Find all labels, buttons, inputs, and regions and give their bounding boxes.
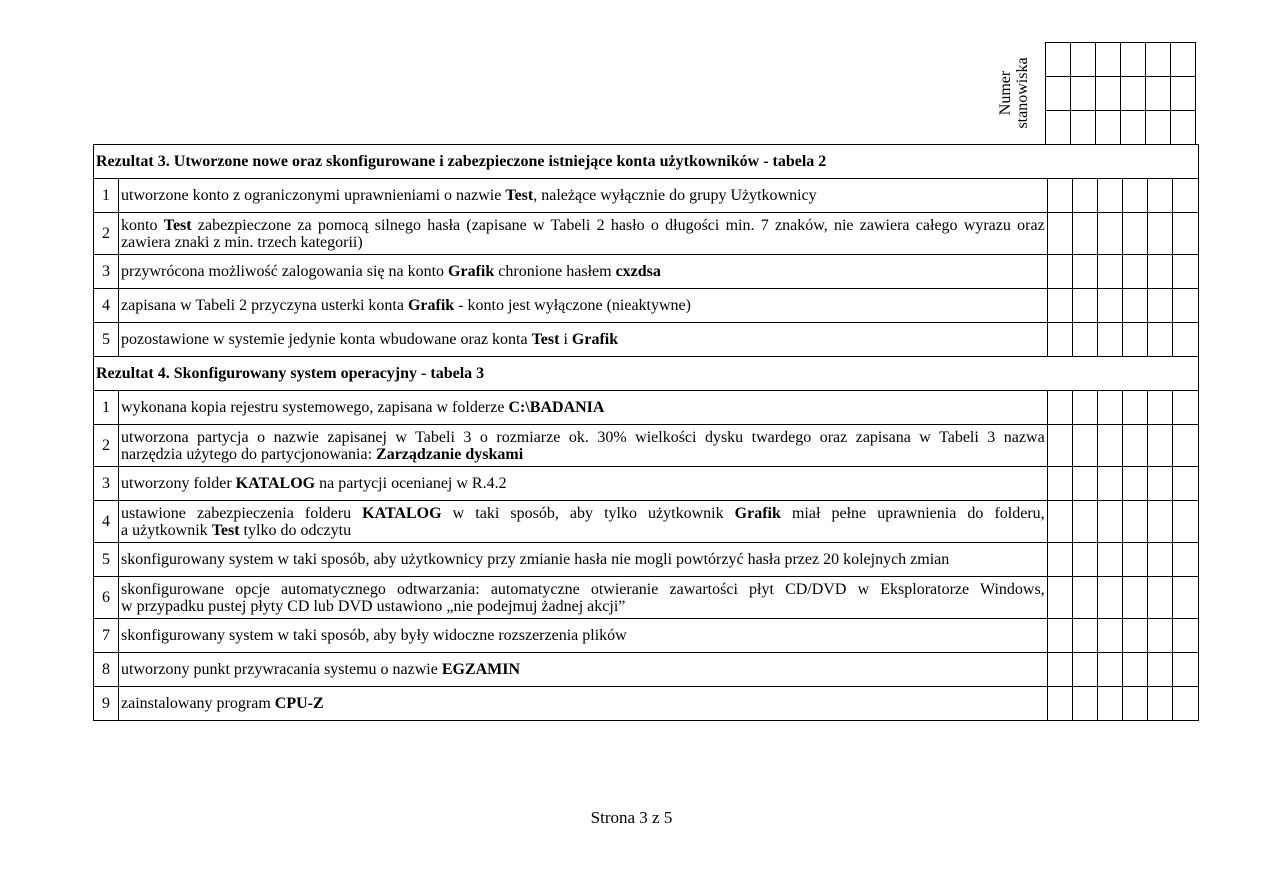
criterion-text: miał pełne uprawnienia do folderu, [780, 504, 1045, 522]
score-box[interactable] [1172, 425, 1198, 467]
criterion-text: ustawione zabezpieczenia folderu [121, 504, 363, 522]
criterion-emphasis: Grafik [571, 331, 619, 348]
criterion-emphasis: KATALOG [235, 475, 316, 492]
score-box[interactable] [1047, 255, 1072, 289]
criterion-number: 5 [94, 543, 119, 577]
score-box[interactable] [1147, 289, 1172, 323]
workstation-digit-box[interactable] [1171, 43, 1196, 77]
score-box[interactable] [1072, 653, 1097, 687]
score-box[interactable] [1122, 467, 1147, 501]
criterion-text: wykonana kopia rejestru systemowego, zapisana w folderze [121, 399, 509, 416]
workstation-digit-box[interactable] [1071, 77, 1096, 111]
score-box[interactable] [1072, 213, 1097, 255]
criterion-text-line [121, 695, 1045, 712]
score-box[interactable] [1122, 289, 1147, 323]
workstation-grid-row [1046, 43, 1196, 77]
workstation-digit-box[interactable] [1121, 77, 1146, 111]
criterion-description [119, 619, 1048, 653]
score-box[interactable] [1172, 289, 1198, 323]
score-box[interactable] [1072, 255, 1097, 289]
criterion-text-line [121, 551, 1045, 568]
criterion-text-line [121, 661, 1045, 678]
workstation-digit-box[interactable] [1146, 43, 1171, 77]
criterion-number: 1 [94, 391, 119, 425]
criterion-number: 6 [94, 577, 119, 619]
score-box[interactable] [1147, 687, 1172, 721]
criterion-row [94, 653, 1199, 687]
criterion-emphasis: Grafik [407, 297, 455, 314]
score-box[interactable] [1147, 501, 1172, 543]
criterion-emphasis: cxzdsa [615, 263, 661, 280]
criterion-emphasis: Grafik [448, 263, 495, 280]
score-box[interactable] [1072, 425, 1097, 467]
score-box[interactable] [1122, 391, 1147, 425]
score-box[interactable] [1072, 179, 1097, 213]
score-box[interactable] [1072, 289, 1097, 323]
score-box[interactable] [1072, 391, 1097, 425]
criterion-row [94, 391, 1199, 425]
score-box[interactable] [1097, 619, 1122, 653]
criterion-text: w przypadku pustej płyty CD lub DVD ustawiono „nie podejmuj żadnej akcji” [121, 597, 626, 615]
score-box[interactable] [1172, 543, 1198, 577]
score-box[interactable] [1097, 577, 1122, 619]
criterion-text: utworzony punkt przywracania systemu o nazwie [121, 661, 442, 678]
criterion-text: skonfigurowany system w taki sposób, aby były widoczne rozszerzenia plików [121, 627, 627, 644]
criterion-number: 4 [94, 289, 119, 323]
score-box[interactable] [1122, 577, 1147, 619]
score-box[interactable] [1047, 687, 1072, 721]
criterion-row [94, 577, 1199, 619]
criterion-text: utworzony folder [121, 475, 236, 492]
criterion-text-line [121, 399, 1045, 416]
score-box[interactable] [1097, 323, 1122, 357]
score-box[interactable] [1147, 577, 1172, 619]
score-box[interactable] [1122, 687, 1147, 721]
score-box[interactable] [1122, 255, 1147, 289]
criterion-text: skonfigurowany system w taki sposób, aby użytkownicy przy zmianie hasła nie mogli powtórzyć hasła przez 20 kolejnych zmian [121, 551, 950, 568]
score-box[interactable] [1047, 501, 1072, 543]
score-box[interactable] [1047, 179, 1072, 213]
criterion-description [119, 467, 1048, 501]
criterion-emphasis: EGZAMIN [441, 661, 521, 678]
criterion-text-line [121, 627, 1045, 644]
criterion-description [119, 255, 1048, 289]
criterion-description [119, 501, 1048, 543]
score-box[interactable] [1172, 323, 1198, 357]
criterion-text-line [121, 429, 1045, 446]
criterion-emphasis: Zarządzanie dyskami [376, 445, 524, 463]
score-box[interactable] [1172, 577, 1198, 619]
criterion-text: pozostawione w systemie jedynie konta wbudowane oraz konta [121, 331, 532, 348]
score-box[interactable] [1172, 501, 1198, 543]
criterion-row [94, 425, 1199, 467]
score-box[interactable] [1172, 653, 1198, 687]
score-box[interactable] [1072, 687, 1097, 721]
criterion-text-line [121, 331, 1045, 348]
score-box[interactable] [1097, 687, 1122, 721]
result-section-header [94, 357, 1199, 391]
score-box[interactable] [1097, 543, 1122, 577]
page-number: Strona 3 z 5 [590, 808, 673, 827]
criterion-number: 2 [94, 425, 119, 467]
score-box[interactable] [1172, 619, 1198, 653]
score-box[interactable] [1047, 577, 1072, 619]
criterion-number: 8 [94, 653, 119, 687]
score-box[interactable] [1122, 501, 1147, 543]
workstation-digit-box[interactable] [1046, 43, 1071, 77]
score-box[interactable] [1122, 653, 1147, 687]
criterion-text: zawiera znaki z min. trzech kategorii) [121, 233, 363, 251]
criterion-emphasis: KATALOG [362, 504, 442, 522]
score-box[interactable] [1047, 289, 1072, 323]
workstation-digit-box[interactable] [1146, 77, 1171, 111]
score-box[interactable] [1172, 687, 1198, 721]
criterion-description [119, 179, 1048, 213]
criterion-text: a użytkownik [121, 521, 212, 539]
criterion-number: 4 [94, 501, 119, 543]
score-box[interactable] [1122, 619, 1147, 653]
workstation-digit-box[interactable] [1096, 111, 1121, 145]
criterion-text-line [121, 297, 1045, 314]
score-box[interactable] [1047, 213, 1072, 255]
criterion-emphasis: Test [505, 187, 534, 204]
criterion-text-line [121, 187, 1045, 204]
workstation-number-label [986, 43, 1041, 143]
criterion-text-line [121, 522, 1045, 539]
criterion-text-line [121, 505, 1045, 522]
criterion-text: konto [121, 216, 164, 234]
criterion-text: zainstalowany program [121, 695, 275, 712]
criterion-description [119, 687, 1048, 721]
score-box[interactable] [1072, 577, 1097, 619]
criterion-row [94, 255, 1199, 289]
criterion-description [119, 425, 1048, 467]
score-box[interactable] [1072, 323, 1097, 357]
result-section-header [94, 145, 1199, 179]
score-box[interactable] [1122, 425, 1147, 467]
criterion-row [94, 179, 1199, 213]
score-box[interactable] [1147, 425, 1172, 467]
criterion-emphasis: Test [211, 521, 240, 539]
score-box[interactable] [1097, 213, 1122, 255]
criterion-text: i [559, 331, 572, 348]
workstation-digit-box[interactable] [1096, 77, 1121, 111]
criterion-description [119, 213, 1048, 255]
score-box[interactable] [1147, 213, 1172, 255]
criterion-row [94, 323, 1199, 357]
workstation-number-grid [1045, 42, 1196, 145]
criterion-text-line [121, 446, 1045, 463]
score-box[interactable] [1097, 179, 1122, 213]
score-box[interactable] [1172, 255, 1198, 289]
score-box[interactable] [1122, 213, 1147, 255]
criterion-row [94, 213, 1199, 255]
criterion-description [119, 289, 1048, 323]
workstation-label-line1: Numer [996, 70, 1014, 116]
criterion-text-line [121, 217, 1045, 234]
workstation-digit-box[interactable] [1046, 77, 1071, 111]
score-box[interactable] [1097, 255, 1122, 289]
criterion-emphasis: CPU-Z [274, 695, 324, 712]
workstation-digit-box[interactable] [1146, 111, 1171, 145]
score-box[interactable] [1047, 425, 1072, 467]
score-box[interactable] [1172, 391, 1198, 425]
criterion-text: utworzone konto z ograniczonymi uprawnieniami o nazwie [121, 187, 506, 204]
score-box[interactable] [1122, 543, 1147, 577]
score-box[interactable] [1072, 501, 1097, 543]
criterion-text: skonfigurowane opcje automatycznego odtwarzania: automatyczne otwieranie zawartości płyt CD/DVD w Eksploratorze Windows, [121, 580, 1045, 598]
criterion-text-line [121, 263, 1045, 280]
score-box[interactable] [1172, 213, 1198, 255]
criterion-text: zapisana w Tabeli 2 przyczyna usterki konta [121, 297, 408, 314]
criterion-description [119, 653, 1048, 687]
score-box[interactable] [1147, 323, 1172, 357]
workstation-digit-box[interactable] [1171, 77, 1196, 111]
criterion-text: zabezpieczone za pomocą silnego hasła (zapisane w Tabeli 2 hasło o długości min. 7 znaków, nie zawiera całego wyrazu oraz [191, 216, 1045, 234]
criterion-text: przywrócona możliwość zalogowania się na konto [121, 263, 449, 280]
score-box[interactable] [1122, 323, 1147, 357]
score-box[interactable] [1047, 391, 1072, 425]
workstation-digit-box[interactable] [1096, 43, 1121, 77]
score-box[interactable] [1047, 619, 1072, 653]
score-box[interactable] [1047, 543, 1072, 577]
score-box[interactable] [1072, 467, 1097, 501]
criterion-text: tylko do odczytu [239, 521, 352, 539]
workstation-digit-box[interactable] [1046, 111, 1071, 145]
result-section-title: Rezultat 3. Utworzone nowe oraz skonfigurowane i zabezpieczone istniejące konta użytkowników - tabela 2 [94, 145, 1199, 179]
criterion-text: na partycji ocenianej w R.4.2 [315, 475, 507, 492]
criterion-emphasis: C:\BADANIA [508, 399, 605, 416]
criterion-text-line [121, 475, 1045, 492]
score-box[interactable] [1147, 467, 1172, 501]
criterion-row [94, 467, 1199, 501]
criterion-emphasis: Grafik [734, 504, 781, 522]
criterion-row [94, 619, 1199, 653]
score-box[interactable] [1047, 323, 1072, 357]
criterion-text-line [121, 581, 1045, 598]
workstation-grid-row [1046, 77, 1196, 111]
score-box[interactable] [1097, 653, 1122, 687]
result-section-title: Rezultat 4. Skonfigurowany system operacyjny - tabela 3 [94, 357, 1199, 391]
criterion-number: 7 [94, 619, 119, 653]
score-box[interactable] [1097, 467, 1122, 501]
criterion-emphasis: Test [531, 331, 560, 348]
score-box[interactable] [1122, 179, 1147, 213]
score-box[interactable] [1147, 543, 1172, 577]
score-box[interactable] [1047, 467, 1072, 501]
score-box[interactable] [1097, 501, 1122, 543]
score-box[interactable] [1097, 391, 1122, 425]
criterion-text: - konto jest wyłączone (nieaktywne) [454, 297, 691, 314]
workstation-grid-row [1046, 111, 1196, 145]
criterion-text: , należące wyłącznie do grupy Użytkownicy [533, 187, 817, 204]
evaluation-table [93, 144, 1199, 721]
workstation-digit-box[interactable] [1171, 111, 1196, 145]
workstation-label-line2: stanowiska [1013, 57, 1031, 129]
criterion-number: 1 [94, 179, 119, 213]
score-box[interactable] [1147, 255, 1172, 289]
criterion-text-line [121, 598, 1045, 615]
criterion-text-line [121, 234, 1045, 251]
criterion-number: 9 [94, 687, 119, 721]
score-box[interactable] [1097, 289, 1122, 323]
criterion-emphasis: Test [163, 216, 192, 234]
workstation-digit-box[interactable] [1071, 43, 1096, 77]
workstation-digit-box[interactable] [1071, 111, 1096, 145]
score-box[interactable] [1097, 425, 1122, 467]
score-box[interactable] [1147, 653, 1172, 687]
score-box[interactable] [1172, 467, 1198, 501]
score-box[interactable] [1047, 653, 1072, 687]
criterion-number: 5 [94, 323, 119, 357]
criterion-description [119, 323, 1048, 357]
score-box[interactable] [1147, 179, 1172, 213]
criterion-description [119, 391, 1048, 425]
criterion-row [94, 543, 1199, 577]
score-box[interactable] [1147, 619, 1172, 653]
criterion-row [94, 687, 1199, 721]
score-box[interactable] [1172, 179, 1198, 213]
criterion-number: 2 [94, 213, 119, 255]
workstation-digit-box[interactable] [1121, 111, 1146, 145]
criterion-text: chronione hasłem [494, 263, 616, 280]
criterion-description [119, 543, 1048, 577]
score-box[interactable] [1072, 543, 1097, 577]
criterion-number: 3 [94, 255, 119, 289]
criterion-row [94, 501, 1199, 543]
criterion-text: w taki sposób, aby tylko użytkownik [441, 504, 735, 522]
score-box[interactable] [1147, 391, 1172, 425]
criterion-text: utworzona partycja o nazwie zapisanej w Tabeli 3 o rozmiarze ok. 30% wielkości dysku twardego oraz zapisana w Tabeli 3 nazwa [121, 428, 1045, 446]
score-box[interactable] [1072, 619, 1097, 653]
criterion-description [119, 577, 1048, 619]
criterion-number: 3 [94, 467, 119, 501]
workstation-digit-box[interactable] [1121, 43, 1146, 77]
criterion-row [94, 289, 1199, 323]
criterion-text: narzędzia użytego do partycjonowania: [121, 445, 377, 463]
